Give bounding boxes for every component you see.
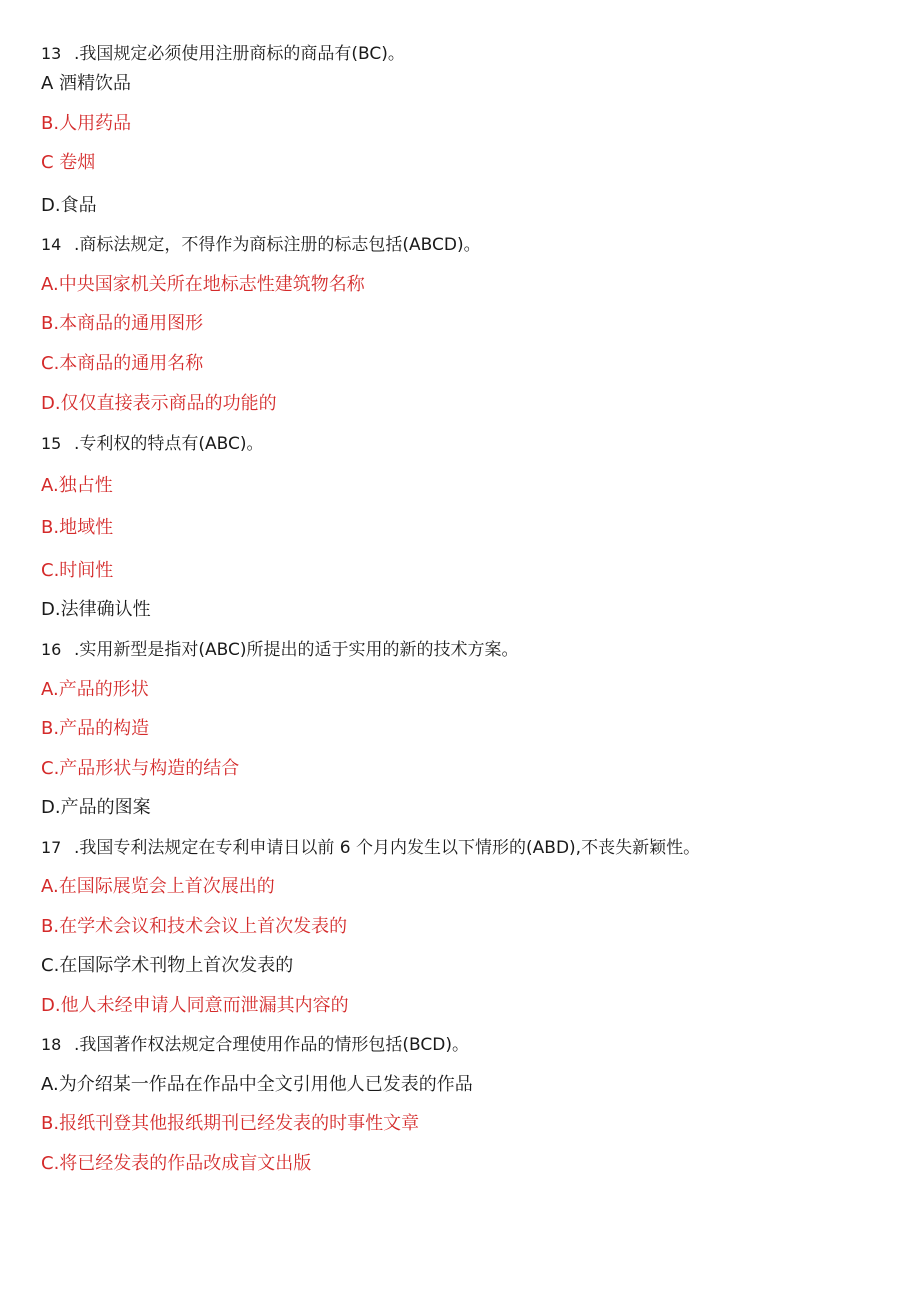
option-18-a: A.为介绍某一作品在作品中全文引用他人已发表的作品: [41, 1074, 473, 1095]
question-13: [41, 42, 405, 66]
question-number: 18: [41, 1035, 62, 1054]
option-13-b: B.人用药品: [41, 113, 132, 134]
question-text: .商标法规定，不得作为商标注册的标志包括(ABCD)。: [74, 235, 481, 255]
option-14-b: B.本商品的通用图形: [41, 313, 204, 334]
option-15-d: D.法律确认性: [41, 599, 151, 620]
option-17-c: C.在国际学术刊物上首次发表的: [41, 955, 294, 976]
question-text: .我国著作权法规定合理使用作品的情形包括(BCD)。: [74, 1035, 469, 1055]
option-18-c: C.将已经发表的作品改成盲文出版: [41, 1153, 312, 1174]
question-text: .我国专利法规定在专利申请日以前 6 个月内发生以下情形的(ABD),不丧失新颖性。: [74, 838, 701, 858]
option-16-b: B.产品的构造: [41, 718, 150, 739]
option-14-c: C.本商品的通用名称: [41, 353, 204, 374]
option-16-d: D.产品的图案: [41, 797, 151, 818]
option-15-b: B.地域性: [41, 517, 114, 538]
question-text: .我国规定必须使用注册商标的商品有(BC)。: [74, 44, 405, 64]
option-14-a: A.中央国家机关所在地标志性建筑物名称: [41, 274, 365, 295]
question-number: 13: [41, 44, 62, 63]
question-text: .实用新型是指对(ABC)所提出的适于实用的新的技术方案。: [74, 640, 519, 660]
option-17-b: B.在学术会议和技术会议上首次发表的: [41, 916, 348, 937]
option-15-a: A.独占性: [41, 475, 113, 496]
question-number: 14: [41, 235, 62, 254]
question-14: [41, 233, 481, 257]
option-13-d: D.食品: [41, 195, 97, 216]
question-15: [41, 432, 264, 456]
question-number: 16: [41, 640, 62, 659]
option-13-c: C 卷烟: [41, 152, 96, 173]
option-17-d: D.他人未经申请人同意而泄漏其内容的: [41, 995, 349, 1016]
option-13-a: A 酒精饮品: [41, 73, 132, 94]
question-text: .专利权的特点有(ABC)。: [74, 434, 264, 454]
question-16: [41, 638, 519, 662]
option-16-c: C.产品形状与构造的结合: [41, 758, 240, 779]
option-16-a: A.产品的形状: [41, 679, 149, 700]
question-17: [41, 836, 700, 860]
option-17-a: A.在国际展览会上首次展出的: [41, 876, 275, 897]
option-14-d: D.仅仅直接表示商品的功能的: [41, 393, 277, 414]
question-number: 17: [41, 838, 62, 857]
option-18-b: B.报纸刊登其他报纸期刊已经发表的时事性文章: [41, 1113, 420, 1134]
question-18: [41, 1033, 469, 1057]
option-15-c: C.时间性: [41, 560, 114, 581]
question-number: 15: [41, 434, 62, 453]
